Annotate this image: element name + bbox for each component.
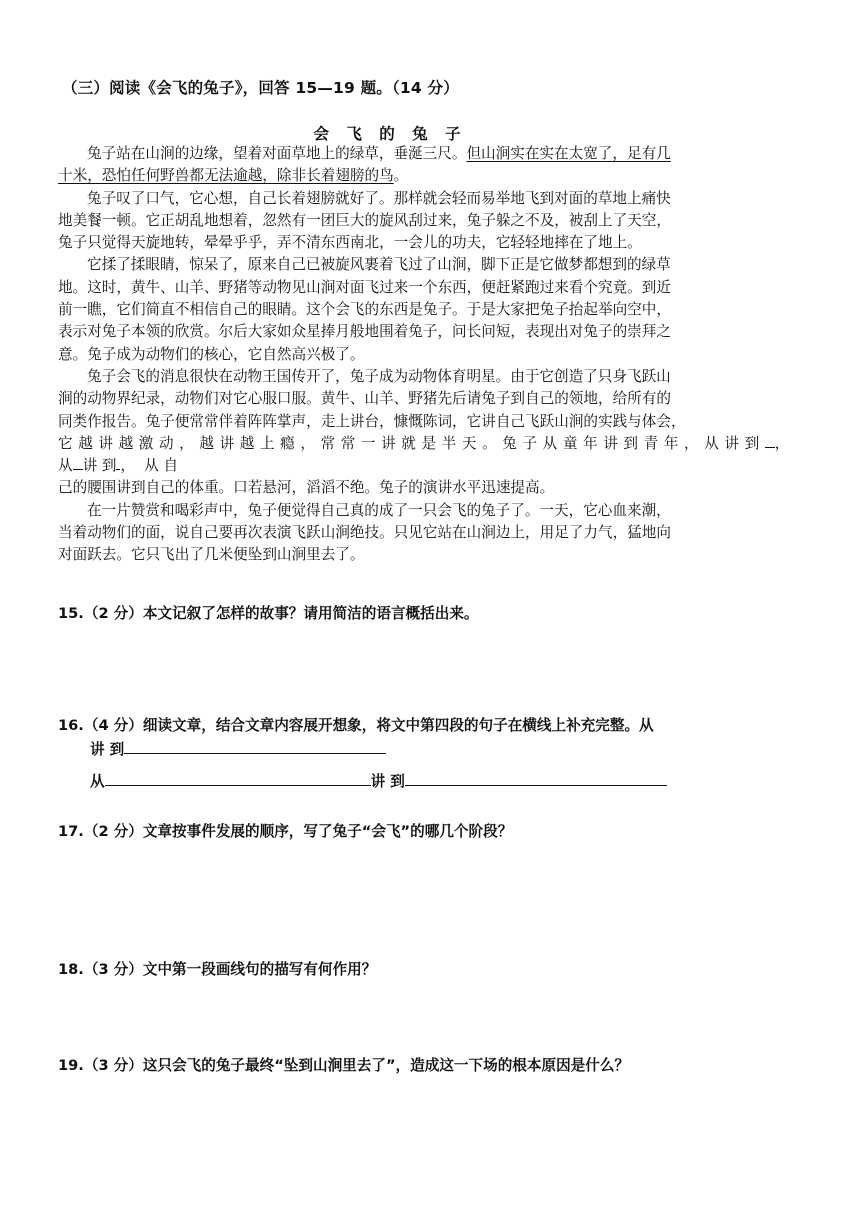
paragraph-4-line-3: 同类作报告。兔子便常常伴着阵阵掌声，走上讲台，慷慨陈词，它讲自己飞跃山涧的实践与体会， (58, 412, 686, 430)
answer-blank-2[interactable] (105, 769, 371, 786)
paragraph-2-line-3: 兔子只觉得天旋地转，晕晕乎乎，弄不清东西南北，一会儿的功夫，它轻轻地摔在了地上。 (58, 234, 642, 252)
paragraph-4-line-6: 己的腰围讲到自己的体重。口若悬河，滔滔不绝。兔子的演讲水平迅速提高。 (58, 479, 555, 497)
blank-2 (73, 455, 83, 470)
question-19: 19.（3 分）这只会飞的兔子最终“坠到山涧里去了”，造成这一下场的根本原因是什么？ (58, 1057, 630, 1074)
paragraph-2-line-2: 地美餐一顿。它正胡乱地想着，忽然有一团巨大的旋风刮过来，兔子躲之不及，被刮上了天空， (58, 211, 671, 229)
paragraph-5-line-1: 在一片赞赏和喝彩声中，兔子便觉得自己真的成了一只会飞的兔子了。一天，它心血来潮， (87, 501, 671, 519)
underlined-sentence: 但山涧实在实在太宽了，足有几 (466, 145, 671, 162)
question-16-line-1: 讲 到 (90, 737, 386, 759)
paragraph-4-line-4: 它越讲越激动，越讲越上瘾，常常一讲就是半天。兔子从童年讲到青年，从讲到 ， (58, 434, 795, 452)
paragraph-5-line-3: 对面跃去。它只飞出了几米便坠到山涧里去了。 (58, 546, 365, 564)
story-title: 会 飞 的 兔 子 (313, 125, 467, 143)
underlined-sentence-cont: 十米，恐怕任何野兽都无法逾越，除非长着翅膀的鸟 (58, 167, 394, 185)
question-15: 15.（2 分）本文记叙了怎样的故事？请用简洁的语言概括出来。 (58, 605, 479, 622)
paragraph-3-line-5: 意。兔子成为动物们的核心，它自然高兴极了。 (58, 345, 365, 363)
paragraph-4-line-5: 从 讲 到 ， 从 自 (58, 457, 179, 475)
answer-blank-3[interactable] (405, 769, 667, 786)
question-18: 18.（3 分）文中第一段画线句的描写有何作用？ (58, 961, 377, 978)
answer-blank-1[interactable] (124, 737, 386, 754)
paragraph-3-line-1: 它揉了揉眼睛，惊呆了，原来自己已被旋风裹着飞过了山涧，脚下正是它做梦都想到的绿草 (87, 256, 671, 274)
paragraph-1-line-2: 十米，恐怕任何野兽都无法逾越，除非长着翅膀的鸟。 (58, 167, 409, 185)
paragraph-3-line-2: 地。这时，黄牛、山羊、野猪等动物见山涧对面飞过来一个东西，便赶紧跑过来看个究竟。到近 (58, 278, 671, 296)
question-17: 17.（2 分）文章按事件发展的顺序，写了兔子“会飞”的哪几个阶段？ (58, 823, 513, 840)
paragraph-3-line-4: 表示对兔子本领的欣赏。尔后大家如众星捧月般地围着兔子，问长问短，表现出对兔子的崇拜之 (58, 323, 671, 341)
paragraph-3-line-3: 前一瞧，它们简直不相信自己的眼睛。这个会飞的东西是兔子。于是大家把兔子抬起举向空中， (58, 301, 671, 319)
story-body (58, 143, 814, 567)
blank-1 (765, 433, 775, 448)
paragraph-4-line-2: 涧的动物界纪录，动物们对它心服口服。黄牛、山羊、野猪先后请兔子到自己的领地，给所有的 (58, 390, 671, 408)
question-16-line-2: 从 讲 到 (90, 769, 667, 791)
paragraph-2-line-1: 兔子叹了口气，它心想，自己长着翅膀就好了。那样就会轻而易举地飞到对面的草地上痛快 (87, 189, 671, 207)
question-16: 16.（4 分）细读文章，结合文章内容展开想象，将文中第四段的句子在横线上补充完整。从 (58, 717, 654, 734)
paragraph-1-line-1: 兔子站在山涧的边缘，望着对面草地上的绿草，垂涎三尺。但山涧实在实在太宽了，足有几 (87, 145, 671, 162)
section-heading: （三）阅读《会飞的兔子》，回答 15—19 题。（14 分） (62, 79, 459, 97)
paragraph-4-line-1: 兔子会飞的消息很快在动物王国传开了，兔子成为动物体育明星。由于它创造了只身飞跃山 (87, 367, 671, 385)
paragraph-5-line-2: 当着动物们的面，说自己要再次表演飞跃山涧绝技。只见它站在山涧边上，用足了力气，猛地向 (58, 524, 671, 542)
